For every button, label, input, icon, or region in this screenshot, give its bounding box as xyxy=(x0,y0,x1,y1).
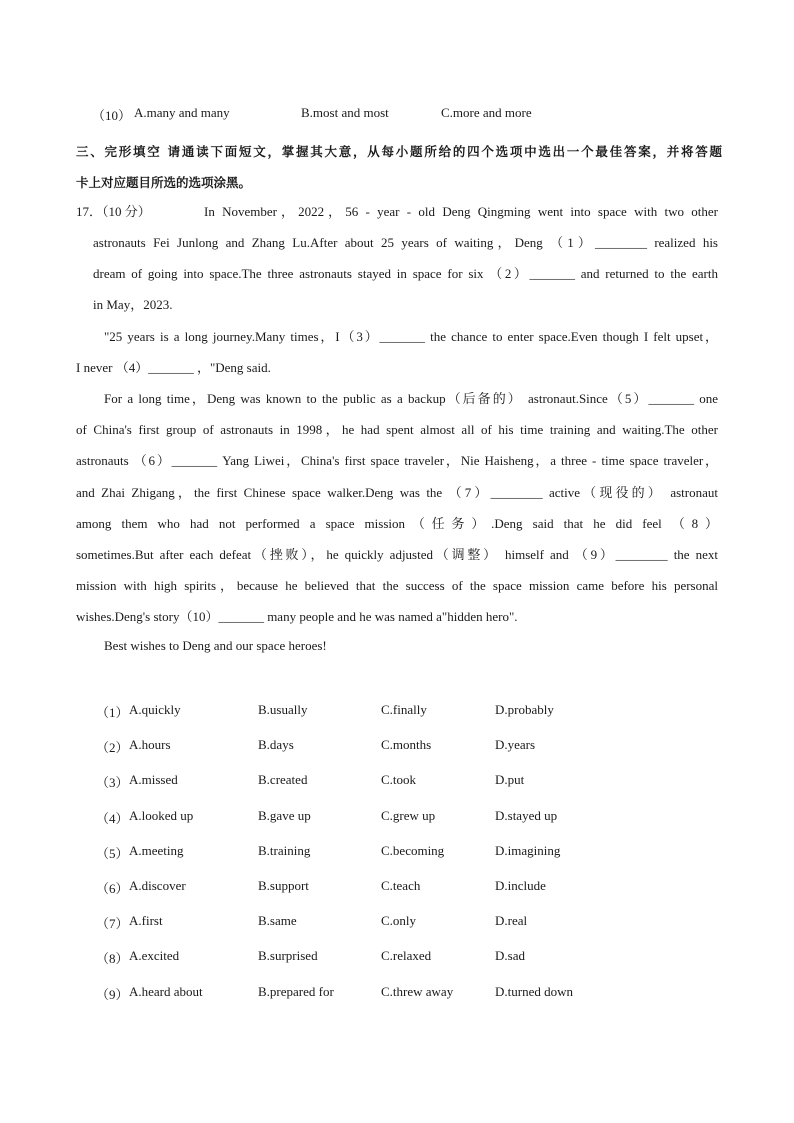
section-heading xyxy=(76,136,722,198)
option-d[interactable]: D.turned down xyxy=(495,984,573,999)
option-a[interactable]: A.excited xyxy=(129,948,180,963)
option-a[interactable]: A.quickly xyxy=(129,702,181,717)
option-number: （4） xyxy=(96,811,129,826)
option-a[interactable]: A.heard about xyxy=(129,984,203,999)
option-b[interactable]: B.surprised xyxy=(258,948,318,963)
option-number: （7） xyxy=(96,916,129,931)
option-a[interactable]: A.meeting xyxy=(129,843,184,858)
prev-option-b: B.most and most xyxy=(301,105,389,120)
option-b[interactable]: B.support xyxy=(258,878,309,893)
option-row xyxy=(96,737,696,757)
option-a[interactable]: A.first xyxy=(129,913,163,928)
passage-line-12: sometimes.But after each defeat（挫败），he quickly adjusted（调整） himself and （9）________ the next xyxy=(76,547,718,562)
passage-line-13: mission with high spirits，because he believed that the success of the space mission came before his personal xyxy=(76,578,718,593)
option-c[interactable]: C.teach xyxy=(381,878,421,893)
option-d[interactable]: D.stayed up xyxy=(495,808,558,823)
passage-line-14: wishes.Deng's story（10）_______ many people and he was named a"hidden hero". xyxy=(76,609,518,624)
option-d[interactable]: D.probably xyxy=(495,702,554,717)
option-c[interactable]: C.grew up xyxy=(381,808,436,823)
option-c[interactable]: C.threw away xyxy=(381,984,454,999)
option-number: （9） xyxy=(96,987,129,1002)
option-row xyxy=(96,843,696,863)
passage-line-7: For a long time，Deng was known to the public as a backup（后备的） astronaut.Since（5）_______ one xyxy=(104,391,718,406)
passage-line-6: I never （4）_______ ，"Deng said. xyxy=(76,360,271,375)
option-b[interactable]: B.prepared for xyxy=(258,984,334,999)
passage-line-5: "25 years is a long journey.Many times，I（3）_______ the chance to enter space.Even though I felt upset， xyxy=(104,329,718,344)
option-row xyxy=(96,948,696,968)
prev-option-a: A.many and many xyxy=(134,105,230,120)
option-d[interactable]: D.imagining xyxy=(495,843,561,858)
passage-line-15: Best wishes to Deng and our space heroes! xyxy=(104,638,327,653)
passage-line-2: astronauts Fei Junlong and Zhang Lu.After about 25 years of waiting，Deng （1）________ realized his xyxy=(93,235,718,250)
passage-line-3: dream of going into space.The three astronauts stayed in space for six （2）_______ and returned to the earth xyxy=(93,266,718,281)
section-heading-line-2: 卡上对应题目所选的选项涂黑。 xyxy=(76,175,252,190)
prev-question-10 xyxy=(92,105,692,123)
passage-line-1: In November，2022，56 - year - old Deng Qingming went into space with two other xyxy=(204,204,718,219)
option-number: （3） xyxy=(96,775,129,790)
option-c[interactable]: C.months xyxy=(381,737,432,752)
option-c[interactable]: C.took xyxy=(381,772,417,787)
passage-line-9: astronauts （6）_______ Yang Liwei，China's first space traveler，Nie Haisheng，a three - time space traveler， xyxy=(76,453,718,468)
option-b[interactable]: B.same xyxy=(258,913,297,928)
option-a[interactable]: A.hours xyxy=(129,737,171,752)
option-c[interactable]: C.relaxed xyxy=(381,948,432,963)
prev-option-c: C.more and more xyxy=(441,105,532,120)
option-row xyxy=(96,702,696,722)
option-d[interactable]: D.include xyxy=(495,878,546,893)
option-b[interactable]: B.days xyxy=(258,737,294,752)
option-row xyxy=(96,878,696,898)
option-b[interactable]: B.usually xyxy=(258,702,308,717)
option-row xyxy=(96,772,696,792)
option-number: （8） xyxy=(96,951,129,966)
passage-line-8: of China's first group of astronauts in 1998，he had spent almost all of his time training and waiting.The other xyxy=(76,422,718,437)
option-d[interactable]: D.put xyxy=(495,772,525,787)
passage-line-10: and Zhai Zhigang，the first Chinese space walker.Deng was the （7）________ active（现役的） astronaut xyxy=(76,485,718,500)
option-c[interactable]: C.finally xyxy=(381,702,427,717)
question-label: 17．（10 分） xyxy=(76,204,151,219)
option-row xyxy=(96,808,696,828)
option-b[interactable]: B.training xyxy=(258,843,311,858)
option-b[interactable]: B.gave up xyxy=(258,808,311,823)
option-a[interactable]: A.looked up xyxy=(129,808,194,823)
option-row xyxy=(96,984,696,1004)
section-heading-line-1: 三、完形填空 请通读下面短文，掌握其大意，从每小题所给的四个选项中选出一个最佳答案，并将答题 xyxy=(76,144,722,159)
option-d[interactable]: D.real xyxy=(495,913,528,928)
option-c[interactable]: C.only xyxy=(381,913,417,928)
option-number: （2） xyxy=(96,740,129,755)
option-c[interactable]: C.becoming xyxy=(381,843,445,858)
option-b[interactable]: B.created xyxy=(258,772,308,787)
passage-line-4: in May，2023. xyxy=(93,297,173,312)
option-number: （1） xyxy=(96,705,129,720)
prev-question-number: （10） xyxy=(92,108,132,123)
option-a[interactable]: A.discover xyxy=(129,878,186,893)
option-number: （6） xyxy=(96,881,129,896)
option-a[interactable]: A.missed xyxy=(129,772,178,787)
option-number: （5） xyxy=(96,846,129,861)
passage-line-11: among them who had not performed a space mission（任务）.Deng said that he did feel （8） xyxy=(76,516,718,531)
option-d[interactable]: D.years xyxy=(495,737,536,752)
option-row xyxy=(96,913,696,933)
option-d[interactable]: D.sad xyxy=(495,948,525,963)
